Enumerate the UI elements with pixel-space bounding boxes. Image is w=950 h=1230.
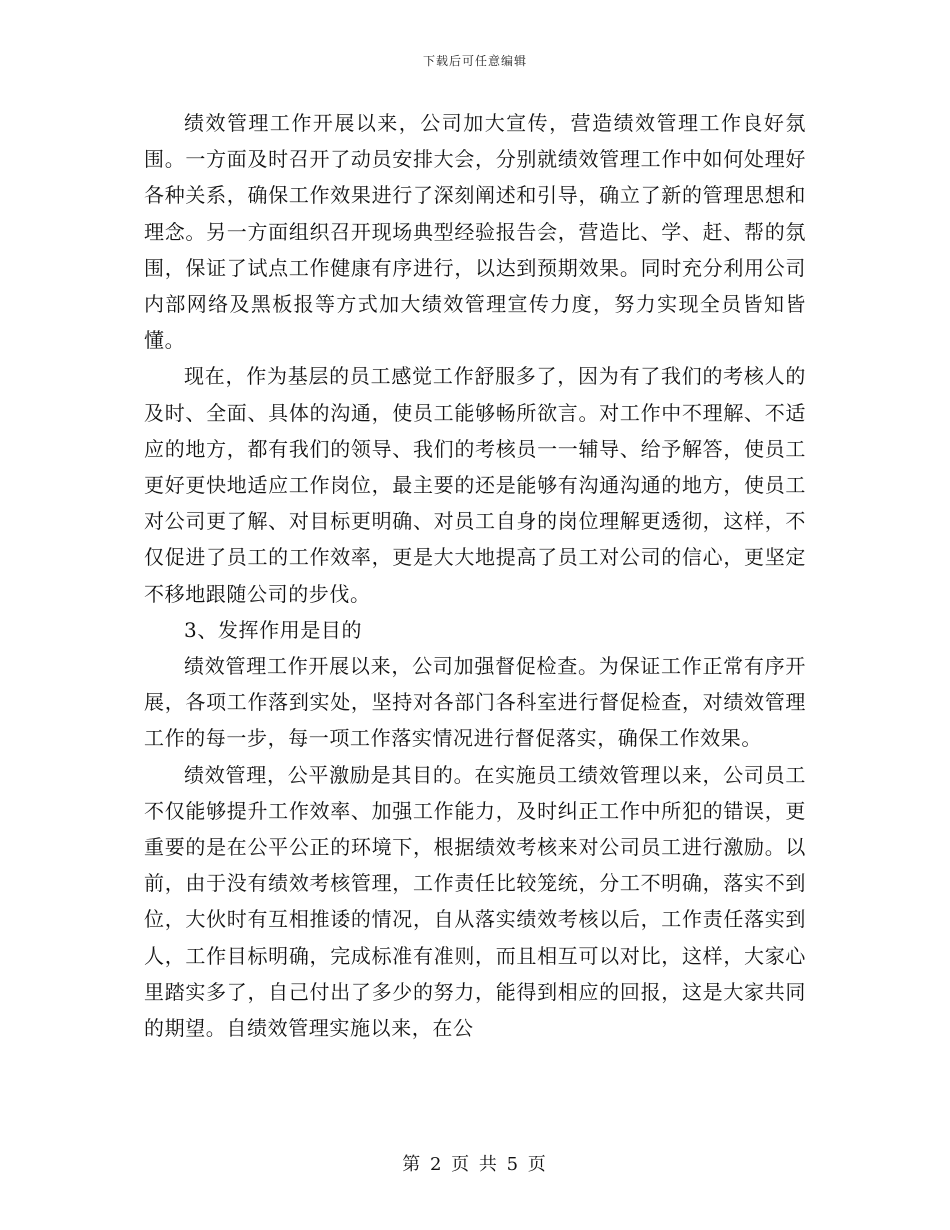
paragraph-supervision: 绩效管理工作开展以来，公司加强督促检查。为保证工作正常有序开展，各项工作落到实处，坚持对各部门各科室进行督促检查，对绩效管理工作的每一步，每一项工作落实情况进行督促落实，确保工作效果。	[144, 654, 806, 751]
page-number: 第 2 页 共 5 页	[402, 1154, 548, 1175]
paragraph-fair-incentive: 绩效管理，公平激励是其目的。在实施员工绩效管理以来，公司员工不仅能够提升工作效率、加强工作能力，及时纠正工作中所犯的错误，更重要的是在公平公正的环境下，根据绩效考核来对公司员工进行激励。以前，由于没有绩效考核管理，工作责任比较笼统，分工不明确，落实不到位，大伙时有互相推诿的情况，自从落实绩效考核以后，工作责任落实到人，工作目标明确，完成标准有准则，而且相互可以对比，这样，大家心里踏实多了，自己付出了多少的努力，能得到相应的回报，这是大家共同的期望。自绩效管理实施以来，在公	[144, 762, 806, 1041]
paragraph-employee-feeling: 现在，作为基层的员工感觉工作舒服多了，因为有了我们的考核人的及时、全面、具体的沟通，使员工能够畅所欲言。对工作中不理解、不适应的地方，都有我们的领导、我们的考核员一一辅导、给予解答，使员工更好更快地适应工作岗位，最主要的还是能够有沟通沟通的地方，使员工对公司更了解、对目标更明确、对员工自身的岗位理解更透彻，这样，不仅促进了员工的工作效率，更是大大地提高了员工对公司的信心，更坚定不移地跟随公司的步伐。	[144, 364, 806, 606]
page-header: 下载后可任意编辑	[422, 54, 527, 68]
document-body	[144, 105, 806, 1046]
section-heading: 3、发挥作用是目的	[184, 617, 363, 642]
paragraph-publicity: 绩效管理工作开展以来，公司加大宣传，营造绩效管理工作良好氛围。一方面及时召开了动员安排大会，分别就绩效管理工作中如何处理好各种关系，确保工作效果进行了深刻阐述和引导，确立了新的管理思想和理念。另一方面组织召开现场典型经验报告会，营造比、学、赶、帮的氛围，保证了试点工作健康有序进行，以达到预期效果。同时充分利用公司内部网络及黑板报等方式加大绩效管理宣传力度，努力实现全员皆知皆懂。	[144, 111, 806, 353]
